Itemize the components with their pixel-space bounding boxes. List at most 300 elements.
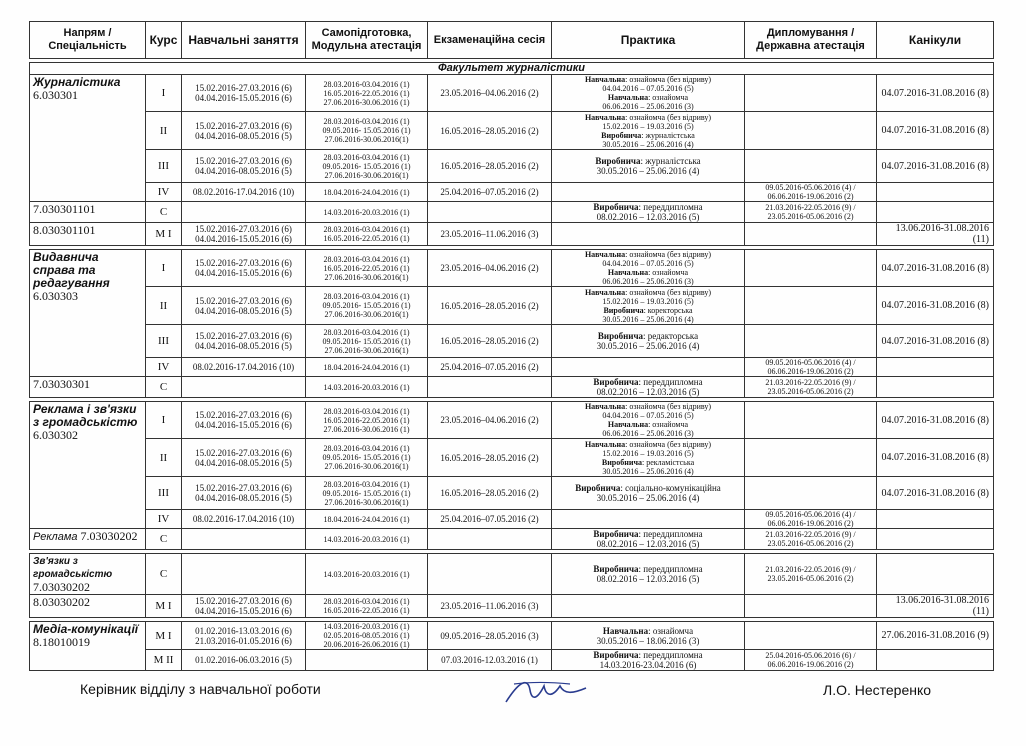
diploma-cell: [745, 325, 877, 358]
spec-cell: [30, 75, 146, 202]
spec-code: 7.03030301: [33, 377, 90, 391]
diploma-cell: [745, 75, 877, 112]
kurs-cell: II: [146, 287, 182, 325]
spec-name: Медіа-комунікації: [33, 622, 139, 636]
schedule-row: [30, 377, 994, 398]
practice-line: [555, 268, 741, 277]
practice-line: [555, 75, 741, 84]
vacation-cell: 13.06.2016-31.08.2016 (11): [877, 595, 994, 618]
self-study-period: 09.05.2016- 15.05.2016 (1): [322, 336, 411, 346]
self-study-period: 20.06.2016-26.06.2016 (1): [323, 640, 410, 649]
schedule-row: [30, 554, 994, 595]
practice-line: [555, 156, 741, 166]
study-period: 04.04.2016-15.05.2016 (6): [195, 234, 292, 244]
practice-detail: : переддипломна: [638, 650, 703, 660]
practice-line: [555, 449, 741, 458]
schedule-row: [30, 477, 994, 510]
practice-detail: : ознайомча: [648, 268, 689, 277]
diploma-cell: [745, 377, 877, 398]
practice-line: [555, 636, 741, 646]
diploma-period: 06.06.2016-19.06.2016 (2): [767, 192, 854, 201]
study-period: 01.02.2016-06.03.2016 (5): [195, 655, 292, 665]
vacation-cell: [877, 554, 994, 595]
practice-detail: 06.06.2016 – 25.06.2016 (3): [602, 102, 694, 111]
self-study-cell: [306, 477, 428, 510]
header-row: [30, 22, 994, 59]
practice-cell: [552, 529, 745, 550]
exam-cell: 25.04.2016–07.05.2016 (2): [428, 510, 552, 529]
spec-code: 6.030303: [33, 289, 78, 303]
self-study-period: 28.03.2016-03.04.2016 (1): [323, 327, 410, 337]
schedule-row: [30, 250, 994, 287]
practice-line: [555, 84, 741, 93]
study-cell: [182, 325, 306, 358]
exam-cell: [428, 377, 552, 398]
spec-code: 8.03030202: [33, 595, 90, 609]
study-period: 15.02.2016-27.03.2016 (6): [195, 410, 292, 420]
schedule-table: [29, 21, 994, 671]
practice-cell: [552, 510, 745, 529]
study-period: 04.04.2016-08.05.2016 (5): [195, 130, 292, 141]
self-study-cell: [306, 75, 428, 112]
practice-detail: 08.02.2016 – 12.03.2016 (5): [596, 212, 700, 222]
practice-cell: [552, 183, 745, 202]
practice-detail: : переддипломна: [638, 377, 703, 387]
study-cell: [182, 358, 306, 377]
practice-type: Виробнича: [593, 529, 639, 539]
vacation-cell: [877, 650, 994, 671]
vacation-cell: [877, 202, 994, 223]
header-vacation: Канікули: [877, 22, 994, 59]
practice-type: Виробнича: [575, 483, 621, 493]
diploma-period: 06.06.2016-19.06.2016 (2): [767, 660, 854, 669]
self-study-period: 28.03.2016-03.04.2016 (1): [323, 444, 410, 453]
diploma-cell: [745, 202, 877, 223]
practice-type: Навчальна: [584, 287, 626, 297]
practice-detail: 15.02.2016 – 19.03.2016 (5): [602, 296, 694, 306]
schedule-row: [30, 650, 994, 671]
study-period: 15.02.2016-27.03.2016 (6): [195, 295, 292, 306]
diploma-cell: [745, 183, 877, 202]
kurs-cell: III: [146, 325, 182, 358]
spec-code: 6.030301: [33, 88, 78, 102]
practice-line: [555, 288, 741, 297]
practice-type: Навчальна: [584, 75, 626, 84]
practice-line: [555, 331, 741, 341]
study-cell: [182, 377, 306, 398]
practice-line: [555, 277, 741, 286]
exam-cell: 16.05.2016–28.05.2016 (2): [428, 439, 552, 477]
self-study-cell: [306, 377, 428, 398]
practice-detail: 30.05.2016 – 25.06.2016 (4): [596, 493, 700, 503]
spec-cell: [30, 554, 146, 595]
study-period: 04.04.2016-08.05.2016 (5): [195, 166, 292, 176]
schedule-row: [30, 150, 994, 183]
self-study-period: 09.05.2016- 15.05.2016 (1): [322, 488, 411, 498]
practice-line: [555, 458, 741, 467]
exam-cell: 16.05.2016–28.05.2016 (2): [428, 287, 552, 325]
kurs-cell: III: [146, 150, 182, 183]
schedule-row: [30, 183, 994, 202]
vacation-cell: [877, 377, 994, 398]
study-cell: [182, 595, 306, 618]
self-study-period: 27.06.2016-30.06.2016(1): [324, 310, 409, 319]
practice-line: [555, 529, 741, 539]
self-study-period: 27.06.2016-30.06.2016(1): [324, 170, 409, 180]
exam-cell: [428, 554, 552, 595]
practice-line: [555, 377, 741, 387]
self-study-period: 16.05.2016-22.05.2016 (1): [323, 263, 410, 273]
self-study-period: 28.03.2016-03.04.2016 (1): [323, 152, 410, 162]
practice-detail: 08.02.2016 – 12.03.2016 (5): [596, 539, 700, 549]
practice-type: Виробнича: [595, 156, 641, 166]
diploma-period: 25.04.2016-05.06.2016 (6) /: [765, 651, 856, 660]
practice-cell: [552, 223, 745, 246]
practice-detail: : ознайомча: [648, 625, 694, 636]
exam-cell: 09.05.2016–28.05.2016 (3): [428, 622, 552, 650]
diploma-cell: [745, 650, 877, 671]
header-kurs: Курс: [146, 22, 182, 59]
practice-line: [555, 402, 741, 411]
practice-line: [555, 660, 741, 670]
study-cell: [182, 250, 306, 287]
study-cell: [182, 402, 306, 439]
practice-detail: 30.05.2016 – 25.06.2016 (4): [602, 466, 694, 476]
study-period: 15.02.2016-27.03.2016 (6): [195, 331, 292, 341]
self-study-cell: [306, 325, 428, 358]
schedule-body: [30, 59, 994, 671]
study-period: 04.04.2016-15.05.2016 (6): [195, 606, 292, 616]
self-study-period: 28.03.2016-03.04.2016 (1): [323, 79, 410, 89]
spec-name: Зв'язки з громадськістю: [33, 556, 113, 580]
vacation-cell: 04.07.2016-31.08.2016 (8): [877, 325, 994, 358]
self-study-period: 27.06.2016-30.06.2016 (1): [323, 424, 410, 434]
diploma-cell: [745, 439, 877, 477]
self-study-cell: [306, 250, 428, 287]
practice-type: Навчальна: [584, 250, 626, 259]
kurs-cell: I: [146, 75, 182, 112]
diploma-period: 09.05.2016-05.06.2016 (4) /: [765, 358, 856, 367]
schedule-row: [30, 402, 994, 439]
practice-detail: 06.06.2016 – 25.06.2016 (3): [602, 277, 694, 286]
study-cell: [182, 650, 306, 671]
schedule-row: [30, 112, 994, 150]
self-study-period: 28.03.2016-03.04.2016 (1): [323, 479, 410, 489]
practice-cell: [552, 650, 745, 671]
practice-detail: : ознайомча (без відриву): [625, 439, 712, 449]
spec-cell: [30, 402, 146, 529]
practice-detail: 04.04.2016 – 07.05.2016 (5): [602, 411, 694, 420]
practice-detail: : ознайомча (без відриву): [625, 250, 712, 259]
practice-detail: 14.03.2016-23.04.2016 (6): [599, 660, 697, 670]
practice-detail: : коректорська: [643, 305, 693, 315]
study-period: 04.04.2016-08.05.2016 (5): [195, 305, 292, 316]
study-cell: [182, 183, 306, 202]
practice-detail: 15.02.2016 – 19.03.2016 (5): [602, 448, 694, 458]
self-study-cell: [306, 554, 428, 595]
study-cell: [182, 112, 306, 150]
self-study-cell: [306, 223, 428, 246]
practice-cell: [552, 595, 745, 618]
diploma-period: 23.05.2016-05.06.2016 (2): [767, 539, 854, 548]
self-study-period: 14.03.2016-20.03.2016 (1): [323, 207, 410, 217]
study-period: 15.02.2016-27.03.2016 (6): [195, 156, 292, 166]
exam-cell: 07.03.2016-12.03.2016 (1): [428, 650, 552, 671]
kurs-cell: I: [146, 250, 182, 287]
header-study: Навчальні заняття: [182, 22, 306, 59]
kurs-cell: II: [146, 112, 182, 150]
practice-line: [555, 131, 741, 140]
self-study-period: 28.03.2016-03.04.2016 (1): [323, 406, 410, 416]
spec-code: 6.030302: [33, 428, 78, 442]
practice-line: [555, 102, 741, 111]
vacation-cell: [877, 358, 994, 377]
practice-line: [555, 113, 741, 122]
self-study-period: 27.06.2016-30.06.2016(1): [324, 272, 409, 282]
self-study-period: 18.04.2016-24.04.2016 (1): [323, 362, 410, 372]
spec-cell: [30, 622, 146, 671]
study-period: 08.02.2016-17.04.2016 (10): [192, 514, 295, 524]
spec-cell: [30, 595, 146, 618]
spec-code: 8.030301101: [33, 223, 96, 237]
schedule-sheet: [29, 21, 993, 671]
diploma-cell: [745, 150, 877, 183]
practice-detail: : ознайомча: [648, 93, 689, 102]
practice-detail: : ознайомча (без відриву): [625, 402, 712, 411]
spec-cell: [30, 377, 146, 398]
self-study-period: 28.03.2016-03.04.2016 (1): [323, 597, 410, 606]
study-cell: [182, 287, 306, 325]
study-cell: [182, 75, 306, 112]
kurs-cell: С: [146, 554, 182, 595]
exam-cell: 16.05.2016–28.05.2016 (2): [428, 325, 552, 358]
practice-line: [555, 140, 741, 149]
vacation-cell: 04.07.2016-31.08.2016 (8): [877, 75, 994, 112]
kurs-cell: IV: [146, 510, 182, 529]
practice-cell: [552, 554, 745, 595]
practice-line: [555, 411, 741, 420]
exam-cell: 25.04.2016–07.05.2016 (2): [428, 183, 552, 202]
practice-line: [555, 306, 741, 315]
kurs-cell: С: [146, 202, 182, 223]
schedule-row: [30, 287, 994, 325]
self-study-cell: [306, 650, 428, 671]
practice-line: [555, 420, 741, 429]
self-study-period: 14.03.2016-20.03.2016 (1): [323, 569, 410, 579]
practice-cell: [552, 325, 745, 358]
kurs-cell: IV: [146, 183, 182, 202]
practice-cell: [552, 75, 745, 112]
practice-detail: 30.05.2016 – 25.06.2016 (4): [596, 166, 700, 176]
practice-type: Виробнича: [593, 650, 639, 660]
exam-cell: 23.05.2016–04.06.2016 (2): [428, 402, 552, 439]
practice-line: [555, 297, 741, 306]
spec-name: Реклама: [33, 531, 78, 543]
study-cell: [182, 477, 306, 510]
practice-line: [555, 440, 741, 449]
self-study-period: 09.05.2016- 15.05.2016 (1): [322, 453, 411, 462]
exam-cell: 23.05.2016–11.06.2016 (3): [428, 223, 552, 246]
diploma-cell: [745, 358, 877, 377]
practice-line: [555, 250, 741, 259]
spec-cell: [30, 250, 146, 377]
vacation-cell: [877, 183, 994, 202]
practice-detail: 06.06.2016 – 25.06.2016 (3): [602, 429, 694, 438]
self-study-period: 09.05.2016- 15.05.2016 (1): [322, 126, 411, 135]
self-study-period: 16.05.2016-22.05.2016 (1): [323, 415, 410, 425]
spec-code: 7.03030202: [33, 580, 90, 594]
self-study-cell: [306, 402, 428, 439]
practice-detail: : рекламістська: [641, 457, 695, 467]
practice-type: Навчальна: [607, 420, 649, 429]
study-period: 04.04.2016-15.05.2016 (6): [195, 268, 292, 278]
practice-line: [555, 259, 741, 268]
self-study-period: 02.05.2016-08.05.2016 (1): [323, 631, 410, 640]
study-period: 04.04.2016-15.05.2016 (6): [195, 93, 292, 103]
practice-type: Виробнича: [603, 305, 644, 315]
self-study-period: 28.03.2016-03.04.2016 (1): [323, 225, 410, 234]
self-study-period: 14.03.2016-20.03.2016 (1): [323, 382, 410, 392]
practice-detail: 15.02.2016 – 19.03.2016 (5): [602, 121, 694, 131]
kurs-cell: II: [146, 439, 182, 477]
study-period: 08.02.2016-17.04.2016 (10): [192, 362, 295, 372]
practice-detail: : ознайомча (без відриву): [625, 287, 712, 297]
study-period: 15.02.2016-27.03.2016 (6): [195, 83, 292, 93]
practice-type: Навчальна: [607, 93, 649, 102]
self-study-cell: [306, 287, 428, 325]
study-period: 21.03.2016-01.05.2016 (6): [195, 635, 292, 646]
diploma-cell: [745, 554, 877, 595]
self-study-cell: [306, 622, 428, 650]
diploma-cell: [745, 250, 877, 287]
practice-line: [555, 315, 741, 324]
practice-detail: 08.02.2016 – 12.03.2016 (5): [596, 387, 700, 397]
faculty-row: [30, 63, 994, 75]
diploma-cell: [745, 622, 877, 650]
self-study-period: 14.03.2016-20.03.2016 (1): [323, 622, 410, 631]
diploma-period: 21.03.2016-22.05.2016 (9) /: [765, 203, 856, 212]
practice-type: Навчальна: [607, 268, 649, 277]
kurs-cell: М І: [146, 595, 182, 618]
practice-type: Виробнича: [597, 331, 644, 341]
exam-cell: 16.05.2016–28.05.2016 (2): [428, 477, 552, 510]
vacation-cell: [877, 529, 994, 550]
self-study-period: 27.06.2016-30.06.2016(1): [324, 497, 409, 507]
self-study-period: 28.03.2016-03.04.2016 (1): [323, 292, 410, 301]
spec-code: 8.18010019: [33, 635, 90, 649]
practice-line: [555, 574, 741, 584]
practice-line: [555, 341, 741, 351]
practice-detail: : ознайомча: [648, 420, 689, 429]
practice-cell: [552, 402, 745, 439]
schedule-row: [30, 223, 994, 246]
schedule-row: [30, 439, 994, 477]
diploma-cell: [745, 529, 877, 550]
header-exam: Екзаменаційна сесія: [428, 22, 552, 59]
vacation-cell: 04.07.2016-31.08.2016 (8): [877, 287, 994, 325]
practice-line: [555, 467, 741, 476]
vacation-cell: 04.07.2016-31.08.2016 (8): [877, 477, 994, 510]
diploma-cell: [745, 223, 877, 246]
diploma-cell: [745, 477, 877, 510]
header-practice: Практика: [552, 22, 745, 59]
self-study-period: 18.04.2016-24.04.2016 (1): [323, 514, 410, 524]
study-period: 04.04.2016-08.05.2016 (5): [195, 457, 292, 468]
practice-cell: [552, 112, 745, 150]
practice-detail: 08.02.2016 – 12.03.2016 (5): [596, 574, 700, 584]
self-study-period: 27.06.2016-30.06.2016(1): [324, 345, 409, 355]
kurs-cell: М І: [146, 223, 182, 246]
schedule-row: [30, 510, 994, 529]
practice-line: [555, 539, 741, 549]
study-cell: [182, 554, 306, 595]
self-study-cell: [306, 202, 428, 223]
kurs-cell: IV: [146, 358, 182, 377]
self-study-period: 16.05.2016-22.05.2016 (1): [323, 88, 410, 98]
header-diploma: Дипломування / Державна атестація: [745, 22, 877, 59]
practice-detail: : переддипломна: [638, 564, 703, 574]
diploma-period: 06.06.2016-19.06.2016 (2): [767, 367, 854, 376]
practice-type: Виробнича: [593, 202, 639, 212]
exam-cell: [428, 202, 552, 223]
spec-name: Реклама і зв'язки з громадськістю: [33, 402, 138, 429]
vacation-cell: 04.07.2016-31.08.2016 (8): [877, 250, 994, 287]
practice-type: Навчальна: [584, 112, 626, 122]
footer-name: Л.О. Нестеренко: [823, 682, 932, 698]
study-period: 15.02.2016-27.03.2016 (6): [195, 120, 292, 131]
self-study-cell: [306, 595, 428, 618]
self-study-cell: [306, 439, 428, 477]
practice-cell: [552, 150, 745, 183]
practice-cell: [552, 202, 745, 223]
self-study-cell: [306, 358, 428, 377]
schedule-row: [30, 325, 994, 358]
self-study-cell: [306, 150, 428, 183]
practice-line: [555, 166, 741, 176]
kurs-cell: I: [146, 402, 182, 439]
practice-detail: 04.04.2016 – 07.05.2016 (5): [602, 259, 694, 268]
study-cell: [182, 150, 306, 183]
kurs-cell: III: [146, 477, 182, 510]
exam-cell: [428, 529, 552, 550]
practice-type: Виробнича: [601, 457, 642, 467]
exam-cell: 16.05.2016–28.05.2016 (2): [428, 150, 552, 183]
vacation-cell: 04.07.2016-31.08.2016 (8): [877, 150, 994, 183]
study-period: 15.02.2016-27.03.2016 (6): [195, 596, 292, 606]
practice-type: Виробнича: [601, 130, 642, 140]
spec-cell: [30, 529, 146, 550]
practice-cell: [552, 250, 745, 287]
study-period: 15.02.2016-27.03.2016 (6): [195, 224, 292, 234]
practice-detail: : переддипломна: [638, 202, 703, 212]
practice-detail: 30.05.2016 – 18.06.2016 (3): [596, 635, 700, 646]
practice-detail: 04.04.2016 – 07.05.2016 (5): [602, 84, 694, 93]
faculty-title: Факультет журналістики: [30, 63, 994, 75]
practice-cell: [552, 358, 745, 377]
diploma-period: 09.05.2016-05.06.2016 (4) /: [765, 510, 856, 519]
exam-cell: 25.04.2016–07.05.2016 (2): [428, 358, 552, 377]
practice-line: [555, 564, 741, 574]
practice-line: [555, 626, 741, 636]
diploma-period: 23.05.2016-05.06.2016 (2): [767, 212, 854, 221]
self-study-period: 27.06.2016-30.06.2016(1): [324, 462, 409, 471]
kurs-cell: С: [146, 529, 182, 550]
vacation-cell: 04.07.2016-31.08.2016 (8): [877, 402, 994, 439]
exam-cell: 16.05.2016–28.05.2016 (2): [428, 112, 552, 150]
schedule-row: [30, 358, 994, 377]
study-cell: [182, 622, 306, 650]
diploma-period: 21.03.2016-22.05.2016 (9) /: [765, 530, 856, 539]
